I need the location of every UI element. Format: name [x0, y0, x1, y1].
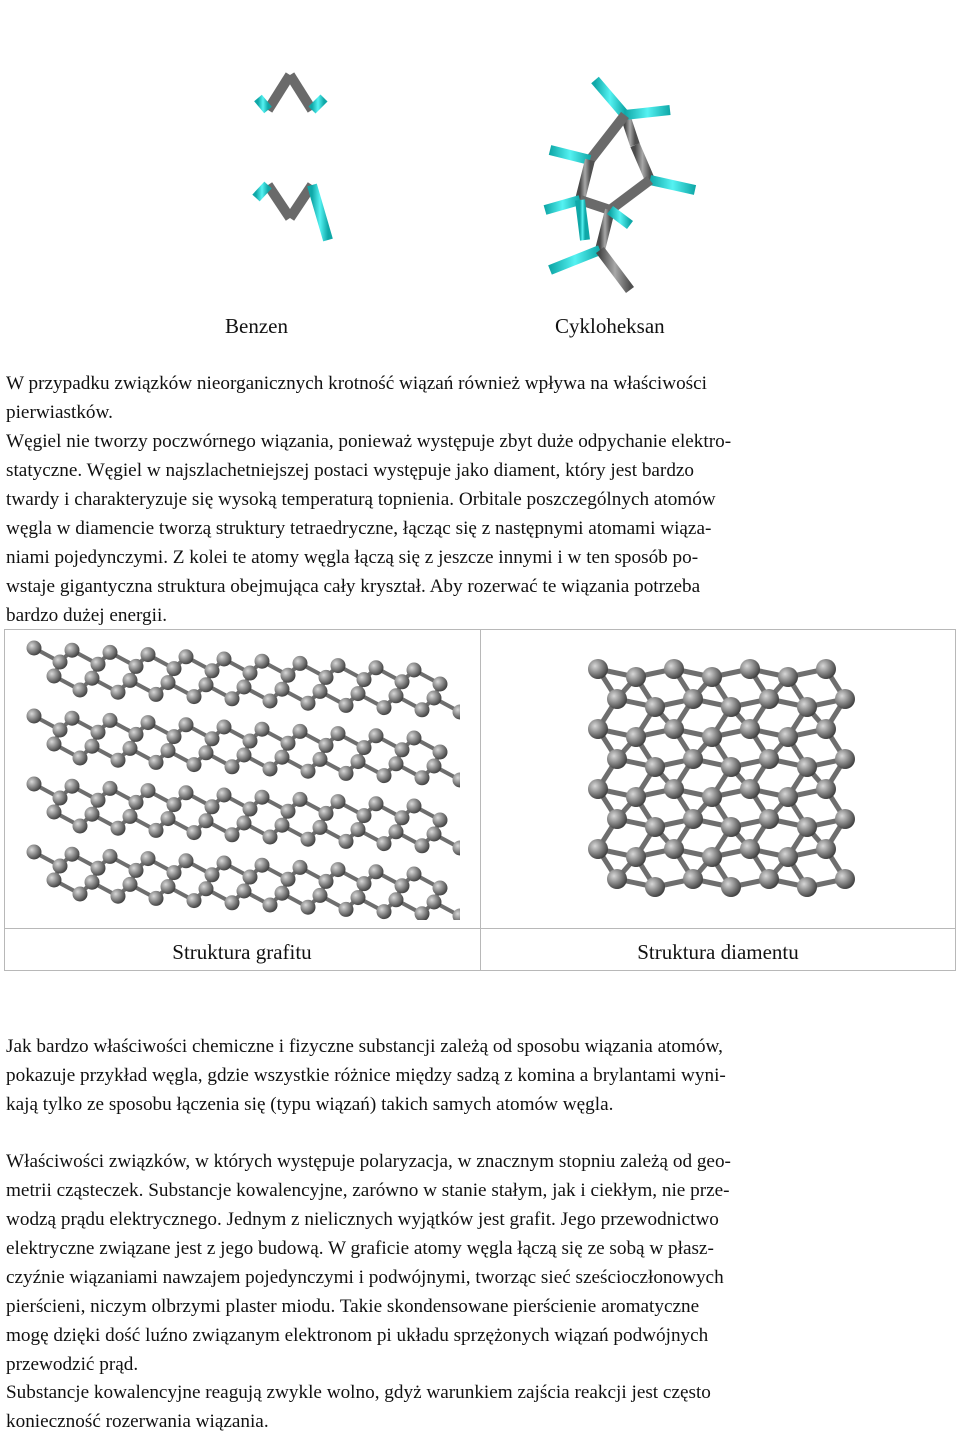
text-line: Substancje kowalencyjne reagują zwykle wolno, gdyż warunkiem zajścia reakcji jest często — [6, 1382, 711, 1403]
paragraph-carbon-properties — [6, 1032, 956, 1119]
graphite-structure-image — [20, 640, 460, 920]
paragraph-diamond — [6, 427, 956, 630]
text-line: węgla w diamencie tworzą struktury tetraedryczne, łącząc się z następnymi atomami wiąza- — [6, 518, 712, 539]
diamond-structure-image — [580, 655, 870, 915]
paragraph-polarization — [6, 1147, 956, 1379]
benzene-molecule-image — [240, 0, 340, 290]
cyclohexane-molecule-image — [530, 70, 700, 305]
text-line: przewodzić prąd. — [6, 1354, 139, 1375]
text-line: bardzo dużej energii. — [6, 605, 168, 626]
text-line: niami pojedynczymi. Z kolei te atomy węgla łączą się z jeszcze innymi i w ten sposób po- — [6, 547, 699, 568]
text-line: Jak bardzo właściwości chemiczne i fizyczne substancji zależą od sposobu wiązania atomów, — [6, 1036, 723, 1057]
text-line: pierwiastków. — [6, 402, 113, 423]
text-line: kają tylko ze sposobu łączenia się (typu wiązań) takich samych atomów węgla. — [6, 1094, 614, 1115]
text-line: twardy i charakteryzuje się wysoką temperaturą topnienia. Orbitale poszczególnych atomów — [6, 489, 716, 510]
table-divider — [480, 629, 481, 971]
table-divider — [4, 928, 956, 929]
text-line: czyźnie wiązaniami nawzajem pojedynczymi i podwójnymi, tworząc sieć sześcioczłonowych — [6, 1267, 724, 1288]
text-line: konieczność rozerwania wiązania. — [6, 1411, 269, 1432]
graphite-caption: Struktura grafitu — [172, 940, 312, 964]
text-line: elektryczne związane jest z jego budową. W graficie atomy węgla łączą się ze sobą w płasz- — [6, 1238, 714, 1259]
cyclohexane-caption: Cykloheksan — [555, 314, 665, 338]
text-line: metrii cząsteczek. Substancje kowalencyjne, zarówno w stanie stałym, jak i ciekłym, nie prze- — [6, 1180, 730, 1201]
text-line: wodzą prądu elektrycznego. Jednym z nielicznych wyjątków jest grafit. Jego przewodnictwo — [6, 1209, 719, 1230]
text-line: Węgiel nie tworzy poczwórnego wiązania, ponieważ występuje zbyt duże odpychanie elektro- — [6, 431, 732, 452]
diamond-caption: Struktura diamentu — [637, 940, 799, 964]
text-line: pokazuje przykład węgla, gdzie wszystkie różnice między sadzą z komina a brylantami wyni- — [6, 1065, 726, 1086]
text-line: statyczne. Węgiel w najszlachetniejszej postaci występuje jako diament, który jest bardzo — [6, 460, 695, 481]
text-line: wstaje gigantyczna struktura obejmująca cały kryształ. Aby rozerwać te wiązania potrzeba — [6, 576, 701, 597]
text-line: pierścieni, niczym olbrzymi plaster miodu. Takie skondensowane pierścienie aromatyczne — [6, 1296, 700, 1317]
text-line: W przypadku związków nieorganicznych krotność wiązań również wpływa na właściwości — [6, 373, 707, 394]
paragraph-reactivity — [6, 1378, 956, 1436]
paragraph-inorganic-bonds — [6, 369, 956, 427]
text-line: Właściwości związków, w których występuje polaryzacja, w znacznym stopniu zależą od geo- — [6, 1151, 731, 1172]
text-line: mogę dzięki dość luźno związanym elektronom pi układu sprzężonych wiązań podwójnych — [6, 1325, 709, 1346]
benzene-caption: Benzen — [225, 314, 288, 338]
